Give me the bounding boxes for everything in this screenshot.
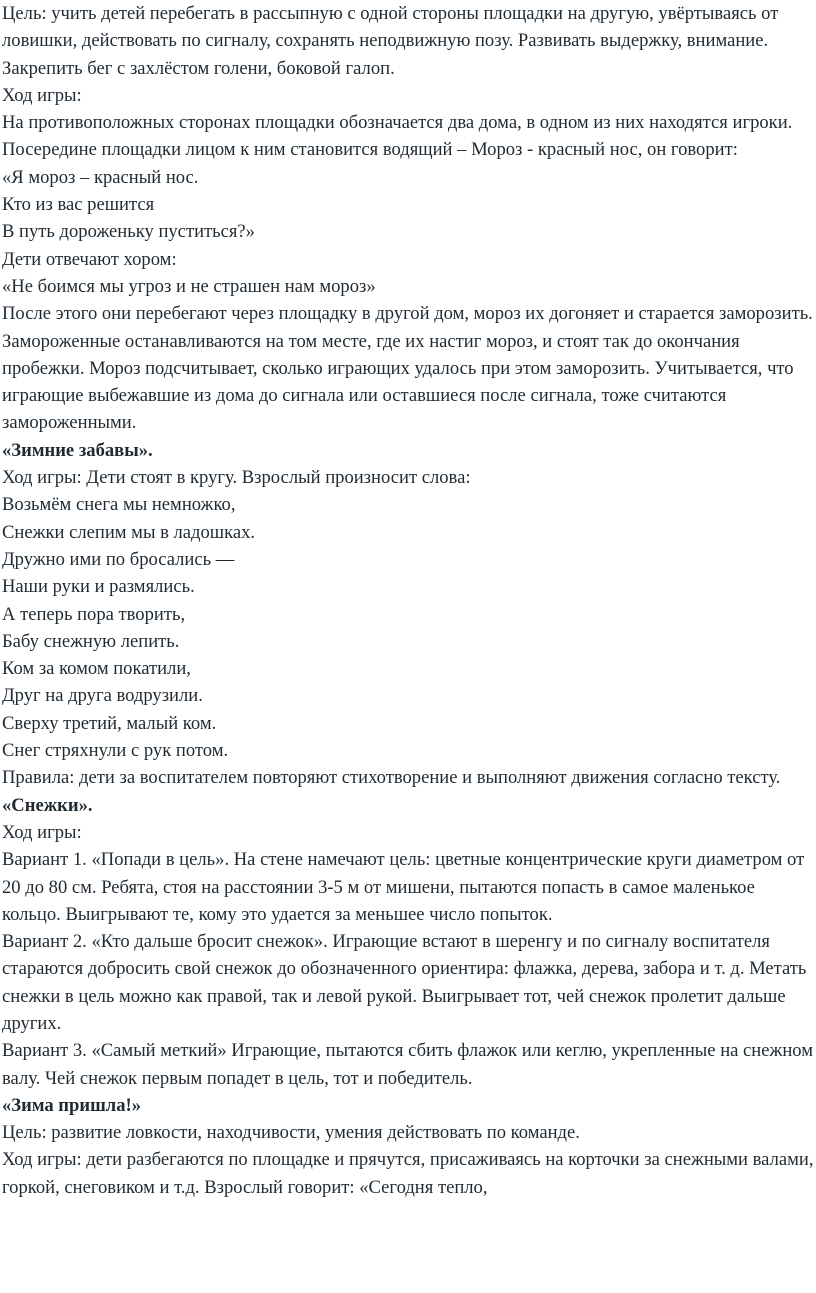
section-heading-snowballs: «Снежки».: [2, 794, 93, 816]
verse-line: В путь дороженьку пуститься?»: [2, 221, 255, 243]
verse-line: «Не боимся мы угроз и не страшен нам мороз»: [2, 275, 376, 297]
variant-3-paragraph: Вариант 3. «Самый меткий» Играющие, пытаются сбить флажок или кеглю, укрепленные на снежном валу. Чей снежок первым попадет в цель, тот и победитель.: [2, 1040, 814, 1089]
document-page: [2, 0, 814, 1201]
goal-paragraph: Цель: учить детей перебегать в рассыпную с одной стороны площадки на другую, увёртываясь от ловишки, действовать по сигналу, сохранять неподвижную позу. Развивать выдержку, внимание. Закрепить бег с захлёстом голени, боковой галоп.: [2, 3, 779, 79]
game-description-paragraph: На противоположных сторонах площадки обозначается два дома, в одном из них находятся игроки. Посередине площадки лицом к ним становится водящий – Мороз - красный нос, он говорит:: [2, 112, 793, 161]
game-course-label: Ход игры:: [2, 84, 82, 106]
game-course-paragraph: Ход игры: дети разбегаются по площадке и прячутся, присаживаясь на корточки за снежными валами, горкой, снеговиком и т.д. Взрослый говорит: «Сегодня тепло,: [2, 1149, 814, 1198]
verse-line: «Я мороз – красный нос.: [2, 166, 199, 188]
verse-line: Сверху третий, малый ком.: [2, 712, 217, 734]
section-heading-winter-came: «Зима пришла!»: [2, 1094, 141, 1116]
game-course-label: Ход игры:: [2, 821, 82, 843]
variant-2-paragraph: Вариант 2. «Кто дальше бросит снежок». Играющие встают в шеренгу и по сигналу воспитателя стараются добросить свой снежок до обозначенного ориентира: флажка, дерева, забора и т. д. Метать снежки в цель можно как правой, так и левой рукой. Выигрывает тот, чей снежок пролетит дальше других.: [2, 931, 807, 1034]
verse-line: Друг на друга водрузили.: [2, 685, 203, 707]
verse-line: Снег стряхнули с рук потом.: [2, 740, 229, 762]
verse-line: Наши руки и размялись.: [2, 576, 195, 598]
verse-line: Ком за комом покатили,: [2, 658, 191, 680]
rules-paragraph: После этого они перебегают через площадку в другой дом, мороз их догоняет и старается заморозить. Замороженные останавливаются на том месте, где их настиг мороз, и стоят так до окончания пробежки. Мороз подсчитывает, сколько играющих удалось при этом заморозить. Учитывается, что играющие выбежавшие из дома до сигнала или оставшиеся после сигнала, тоже считаются замороженными.: [2, 303, 813, 434]
children-answer-label: Дети отвечают хором:: [2, 248, 177, 270]
section-heading-winter-fun: «Зимние забавы».: [2, 439, 153, 461]
verse-line: Дружно ими по бросались —: [2, 548, 235, 570]
variant-1-paragraph: Вариант 1. «Попади в цель». На стене намечают цель: цветные концентрические круги диаметром от 20 до 80 см. Ребята, стоя на расстоянии 3-5 м от мишени, пытаются попасть в самое маленькое кольцо. Выигрывают те, кому это удается за меньшее число попыток.: [2, 849, 805, 925]
verse-line: Снежки слепим мы в ладошках.: [2, 521, 256, 543]
verse-line: Бабу снежную лепить.: [2, 630, 180, 652]
game-course-paragraph: Ход игры: Дети стоят в кругу. Взрослый произносит слова:: [2, 467, 471, 489]
verse-line: А теперь пора творить,: [2, 603, 186, 625]
verse-line: Кто из вас решится: [2, 194, 155, 216]
verse-line: Возьмём снега мы немножко,: [2, 494, 236, 516]
rules-paragraph: Правила: дети за воспитателем повторяют стихотворение и выполняют движения согласно тексту.: [2, 767, 781, 789]
goal-paragraph: Цель: развитие ловкости, находчивости, умения действовать по команде.: [2, 1122, 580, 1144]
